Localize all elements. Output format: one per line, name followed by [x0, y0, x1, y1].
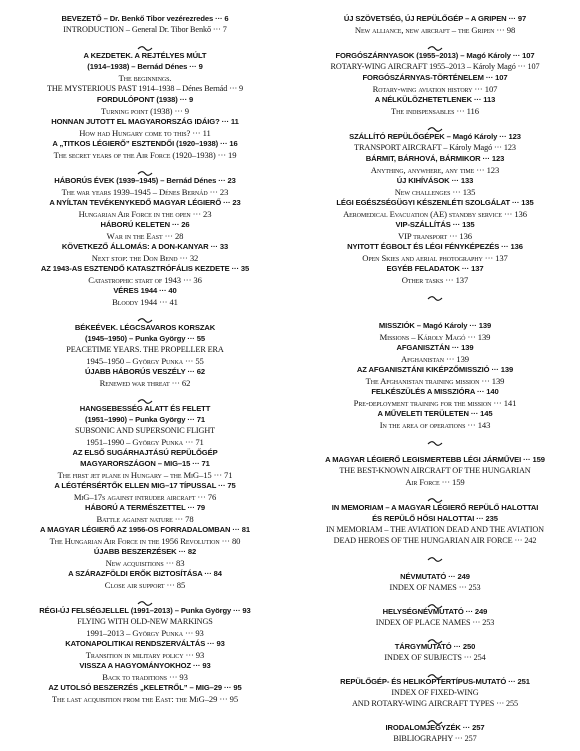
toc-entry-english: VIP transport ··· 136 [398, 231, 472, 241]
toc-entry-english: BIBLIOGRAPHY ··· 257 [393, 734, 477, 743]
toc-entry-hungarian: A SZÁRAZFÖLDI ERŐK BIZTOSÍTÁSA ··· 84 [68, 569, 222, 578]
toc-entry-hungarian: AZ AFGANISZTÁNI KIKÉPZŐMISSZIÓ ··· 139 [356, 365, 514, 374]
section-divider-ornament [137, 310, 153, 315]
section-divider-ornament [427, 119, 443, 124]
section-divider-ornament [427, 38, 443, 43]
toc-entry-hungarian: IN MEMORIAM – A MAGYAR LÉGIERŐ REPÜLŐ HALOTTAI [331, 503, 539, 512]
toc-entry-english: The indispensables ··· 116 [391, 106, 479, 116]
toc-entry-english: Battle against nature ··· 78 [96, 514, 194, 524]
toc-entry-english: 1991–2013 – György Punka ··· 93 [86, 628, 204, 638]
toc-entry-english: Rotary-wing aviation history ··· 107 [372, 84, 498, 94]
toc-entry-english: TRANSPORT AIRCRAFT – Károly Magó ··· 123 [354, 143, 516, 152]
toc-entry-english: Turning point (1938) ··· 9 [100, 106, 190, 116]
toc-entry-english: DEAD HEROES OF THE HUNGARIAN AIR FORCE ··· 242 [333, 536, 537, 545]
toc-entry-hungarian: MISSZIÓK – Magó Károly ··· 139 [378, 321, 492, 330]
section-divider-ornament [427, 288, 443, 293]
toc-entry-english: Back to traditions ··· 93 [102, 672, 188, 682]
section-divider-ornament [137, 163, 153, 168]
toc-entry-hungarian: LÉGI EGÉSZSÉGÜGYI KÉSZENLÉTI SZOLGÁLAT ··· 135 [336, 198, 534, 207]
toc-entry-hungarian: HANGSEBESSÉG ALATT ÉS FELETT [79, 404, 211, 413]
toc-entry-english: INTRODUCTION – General Dr. Tibor Benkő ··· 7 [63, 25, 227, 34]
toc-entry-hungarian: BEVEZETŐ – Dr. Benkő Tibor vezérezredes ··· 6 [61, 14, 229, 23]
toc-entry-english: Air Force ··· 159 [405, 477, 465, 487]
toc-entry-hungarian: TÁRGYMUTATÓ ··· 250 [394, 642, 476, 651]
toc-entry-english: 1945–1950 – György Punka ··· 55 [86, 356, 204, 366]
toc-entry-english: Catastrophic start of 1943 ··· 36 [88, 275, 202, 285]
toc-entry-hungarian: ÉS REPÜLŐ HŐSI HALOTTAI ··· 235 [372, 514, 498, 523]
toc-entry-english: Missions – Károly Magó ··· 139 [379, 332, 491, 342]
toc-entry-hungarian: FORDULÓPONT (1938) ··· 9 [96, 95, 194, 104]
toc-entry-hungarian: HÁBORÚS ÉVEK (1939–1945) – Bernád Dénes ··· 23 [54, 176, 236, 185]
toc-entry-english: The first jet plane in Hungary – the MiG–15 ··· 71 [57, 470, 233, 480]
toc-entry-english: 1951–1990 – György Punka ··· 71 [86, 437, 204, 447]
toc-entry-english: SUBSONIC AND SUPERSONIC FLIGHT [74, 426, 216, 435]
toc-entry-hungarian: AZ UTOLSÓ BESZERZÉS „KELETRŐL” – MIG–29 ··· 95 [48, 683, 242, 692]
toc-entry-hungarian: FELKÉSZÜLÉS A MISSZIÓRA ··· 140 [371, 387, 499, 396]
toc-entry-english: The last acquisition from the East: the MiG–29 ··· 95 [51, 694, 239, 704]
toc-entry-hungarian: A LÉGTÉRSÉRTŐK ELLEN MIG–17 TÍPUSSAL ··· 75 [54, 481, 236, 490]
toc-entry-english: AND ROTARY-WING AIRCRAFT TYPES ··· 255 [351, 699, 519, 708]
toc-entry-hungarian: FORGÓSZÁRNYASOK (1955–2013) – Magó Károly ··· 107 [335, 51, 535, 60]
toc-entry-english: Renewed war threat ··· 62 [99, 378, 191, 388]
toc-entry-hungarian: NYITOTT ÉGBOLT ÉS LÉGI FÉNYKÉPEZÉS ··· 136 [347, 242, 523, 251]
toc-entry-hungarian: VIP-SZÁLLÍTÁS ··· 135 [395, 220, 475, 229]
toc-entry-english: The Afghanistan training mission ··· 139 [365, 376, 505, 386]
toc-entry-english: New challenges ··· 135 [394, 187, 476, 197]
toc-entry-english: How had Hungary come to this? ··· 11 [79, 128, 211, 138]
toc-entry-english: Hungarian Air Force in the open ··· 23 [78, 209, 212, 219]
toc-entry-english: The beginnings. [118, 73, 172, 83]
toc-entry-english: MiG–17s against intruder aircraft ··· 76 [73, 492, 217, 502]
section-divider-ornament [137, 38, 153, 43]
toc-entry-hungarian: ÚJ KIHÍVÁSOK ··· 133 [396, 176, 474, 185]
toc-entry-hungarian: HÁBORÚ KELETEN ··· 26 [100, 220, 190, 229]
toc-entry-hungarian: VISSZA A HAGYOMÁNYOKHOZ ··· 93 [79, 661, 211, 670]
toc-entry-hungarian: HONNAN JUTOTT EL MAGYARORSZÁG IDÁIG? ··· 11 [51, 117, 239, 126]
toc-entry-english: Open Skies and aerial photography ··· 137 [362, 253, 508, 263]
toc-entry-hungarian: VÉRES 1944 ··· 40 [113, 286, 177, 295]
toc-entry-hungarian: KÖVETKEZŐ ÁLLOMÁS: A DON-KANYAR ··· 33 [61, 242, 229, 251]
toc-entry-english: Close air support ··· 85 [104, 580, 186, 590]
toc-entry-english: IN MEMORIAM – THE AVIATION DEAD AND THE AVIATION [326, 525, 544, 534]
toc-entry-hungarian: KATONAPOLITIKAI RENDSZERVÁLTÁS ··· 93 [65, 639, 225, 648]
toc-entry-hungarian: (1914–1938) – Bernád Dénes ··· 9 [87, 62, 203, 71]
toc-entry-hungarian: A MAGYAR LÉGIERŐ LEGISMERTEBB LÉGI JÁRMŰVEI ··· 159 [325, 455, 545, 464]
toc-entry-hungarian: HELYSÉGNÉVMUTATÓ ··· 249 [382, 607, 488, 616]
toc-entry-english: ROTARY-WING AIRCRAFT 1955–2013 – Károly Magó ··· 107 [330, 62, 540, 71]
toc-entry-english: The war years 1939–1945 – Dénes Bernád ··· 23 [61, 187, 229, 197]
toc-entry-hungarian: FORGÓSZÁRNYAS-TÖRTÉNELEM ··· 107 [362, 73, 508, 82]
toc-entry-english: INDEX OF FIXED-WING [391, 688, 479, 697]
toc-entry-english: New alliance, new aircraft – the Gripen ··· 98 [354, 25, 516, 35]
section-divider-ornament [427, 549, 443, 554]
section-divider-ornament [427, 433, 443, 438]
toc-entry-hungarian: A MŰVELETI TERÜLETEN ··· 145 [377, 409, 493, 418]
toc-entry-hungarian: SZÁLLÍTÓ REPÜLŐGÉPEK – Magó Károly ··· 123 [349, 132, 521, 141]
toc-entry-english: INDEX OF SUBJECTS ··· 254 [384, 653, 486, 662]
toc-entry-english: The Hungarian Air Force in the 1956 Revolution ··· 80 [49, 536, 241, 546]
toc-entry-hungarian: A MAGYAR LÉGIERŐ AZ 1956-OS FORRADALOMBAN ··· 81 [40, 525, 250, 534]
toc-entry-english: INDEX OF NAMES ··· 253 [389, 583, 481, 592]
toc-entry-hungarian: A NÉLKÜLÖZHETETLENEK ··· 113 [374, 95, 496, 104]
toc-entry-hungarian: ÚJABB BESZERZÉSEK ··· 82 [93, 547, 197, 556]
toc-entry-hungarian: (1951–1990) – Punka György ··· 71 [85, 415, 205, 424]
section-divider-ornament [427, 490, 443, 495]
section-divider-ornament [427, 631, 443, 636]
toc-entry-english: Pre-deployment training for the mission ··· 141 [353, 398, 517, 408]
toc-entry-english: FLYING WITH OLD-NEW MARKINGS [77, 617, 213, 626]
toc-entry-hungarian: RÉGI-ÚJ FELSÉGJELLEL (1991–2013) – Punka György ··· 93 [39, 606, 251, 615]
toc-entry-hungarian: AZ ELSŐ SUGÁRHAJTÁSÚ REPÜLŐGÉP [72, 448, 218, 457]
toc-entry-english: In the area of operations ··· 143 [379, 420, 491, 430]
toc-entry-english: Aeromedical Evacuation (AE) standby service ··· 136 [343, 209, 527, 219]
toc-entry-english: The secret years of the Air Force (1920–1938) ··· 19 [53, 150, 237, 160]
toc-entry-hungarian: ÚJ SZÖVETSÉG, ÚJ REPÜLŐGÉP – A GRIPEN ··· 97 [343, 14, 527, 23]
toc-entry-hungarian: HÁBORÚ A TERMÉSZETTEL ··· 79 [84, 503, 206, 512]
toc-entry-english: War in the East ··· 28 [106, 231, 184, 241]
toc-entry-hungarian: BÁRMIT, BÁRHOVÁ, BÁRMIKOR ··· 123 [365, 154, 505, 163]
section-divider-ornament [427, 666, 443, 671]
toc-entry-hungarian: REPÜLŐGÉP- ÉS HELIKOPTERTÍPUS-MUTATÓ ··· 251 [340, 677, 530, 686]
toc-entry-english: Next stop: the Don Bend ··· 32 [91, 253, 199, 263]
toc-entry-english: Anything, anywhere, any time ··· 123 [370, 165, 500, 175]
toc-entry-hungarian: (1945–1950) – Punka György ··· 55 [85, 334, 205, 343]
section-divider-ornament [137, 391, 153, 396]
section-divider-ornament [427, 712, 443, 717]
toc-entry-hungarian: A NYÍLTAN TEVÉKENYKEDŐ MAGYAR LÉGIERŐ ··· 23 [49, 198, 241, 207]
toc-entry-english: PEACETIME YEARS. THE PROPELLER ERA [66, 345, 224, 354]
toc-entry-hungarian: IRODALOMJEGYZÉK ··· 257 [385, 723, 485, 732]
section-divider-ornament [427, 596, 443, 601]
toc-entry-hungarian: NÉVMUTATÓ ··· 249 [400, 572, 470, 581]
toc-entry-hungarian: A KEZDETEK. A REJTÉLYES MÚLT [83, 51, 207, 60]
toc-entry-hungarian: AZ 1943-AS ESZTENDŐ KATASZTRÓFÁLIS KEZDETE ··· 35 [40, 264, 250, 273]
toc-entry-hungarian: ÚJABB HÁBORÚS VESZÉLY ··· 62 [85, 367, 205, 376]
toc-entry-english: Bloody 1944 ··· 41 [112, 297, 178, 307]
toc-entry-english: Afghanistan ··· 139 [401, 354, 469, 364]
toc-entry-hungarian: A „TITKOS LÉGIERŐ” ESZTENDŐI (1920–1938) ··· 16 [52, 139, 238, 148]
toc-entry-english: THE MYSTERIOUS PAST 1914–1938 – Dénes Bernád ··· 9 [46, 84, 244, 93]
toc-entry-hungarian: MAGYARORSZÁGON – MIG–15 ··· 71 [80, 459, 210, 468]
toc-entry-hungarian: AFGANISZTÁN ··· 139 [396, 343, 474, 352]
toc-entry-english: New acquisitions ··· 83 [105, 558, 185, 568]
toc-entry-english: INDEX OF PLACE NAMES ··· 253 [375, 618, 495, 627]
toc-entry-english: Transition in military policy ··· 93 [85, 650, 205, 660]
toc-entry-english: Other tasks ··· 137 [401, 275, 469, 285]
toc-entry-english: THE BEST-KNOWN AIRCRAFT OF THE HUNGARIAN [339, 466, 531, 475]
toc-entry-hungarian: EGYÉB FELADATOK ··· 137 [386, 264, 484, 273]
toc-entry-hungarian: BÉKEÉVEK. LÉGCSAVAROS KORSZAK [74, 323, 216, 332]
section-divider-ornament [137, 593, 153, 598]
